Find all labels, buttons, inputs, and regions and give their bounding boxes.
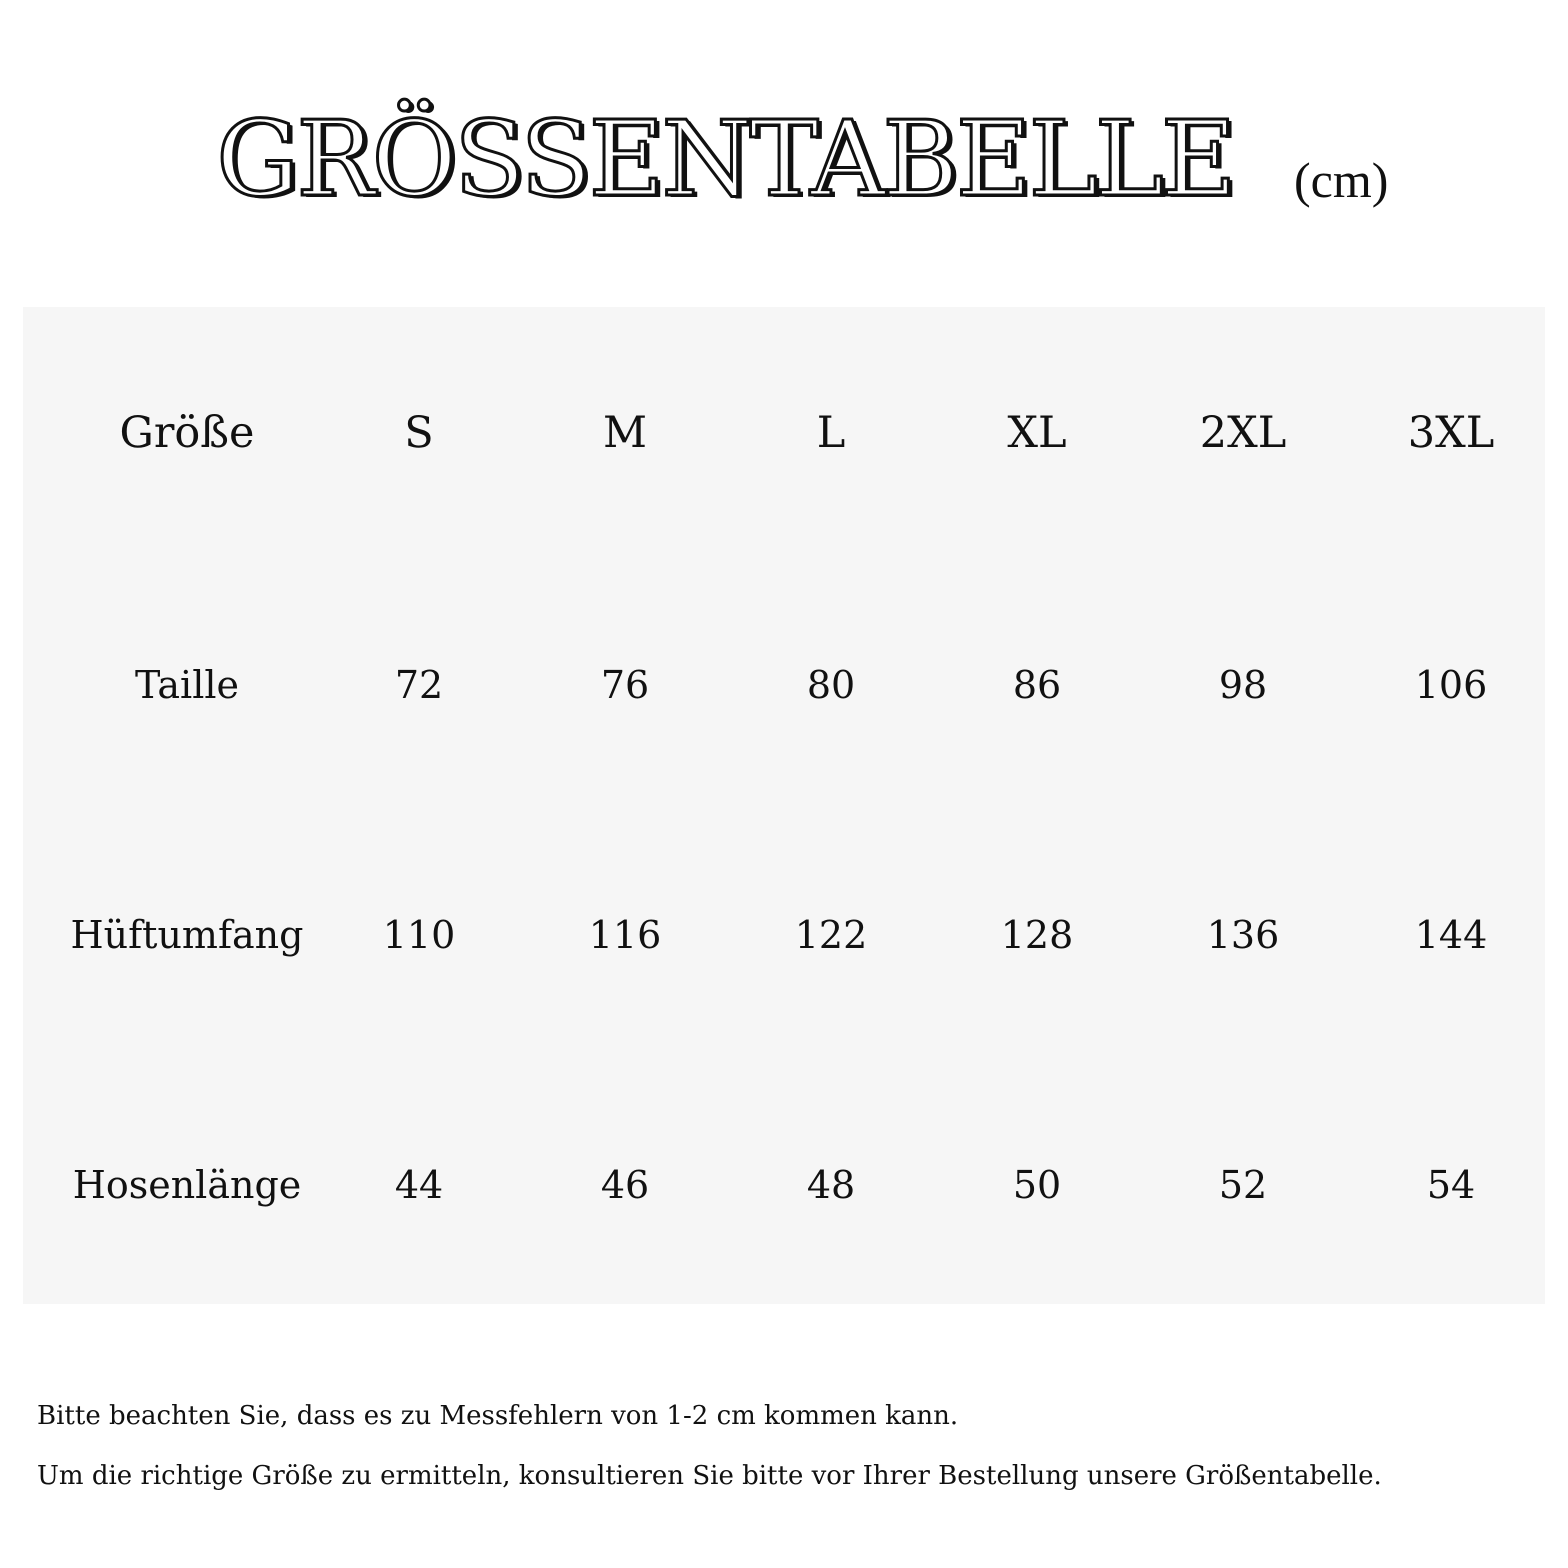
- column-header-l: L: [816, 408, 846, 458]
- table-cell: 144: [1414, 913, 1488, 957]
- table-cell: 48: [806, 1163, 856, 1207]
- table-header-row: [23, 393, 1545, 473]
- row-label: Hosenlänge: [72, 1163, 302, 1207]
- table-cell: 50: [1012, 1163, 1062, 1207]
- size-table: [23, 307, 1545, 1304]
- column-header-m: M: [602, 408, 648, 458]
- table-cell: 46: [600, 1163, 650, 1207]
- column-header-3xl: 3XL: [1407, 408, 1495, 458]
- row-label: Taille: [135, 663, 239, 707]
- table-cell: 106: [1414, 663, 1488, 707]
- table-cell: 54: [1426, 1163, 1476, 1207]
- table-row-hueftumfang: [23, 895, 1545, 975]
- table-cell: 136: [1206, 913, 1280, 957]
- table-row-taille: [23, 645, 1545, 725]
- table-cell: 116: [588, 913, 662, 957]
- title-row: [0, 100, 1568, 230]
- column-header-2xl: 2XL: [1199, 408, 1287, 458]
- table-cell: 52: [1218, 1163, 1268, 1207]
- column-header-xl: XL: [1007, 408, 1067, 458]
- table-cell: 44: [394, 1163, 444, 1207]
- unit-label: (cm): [1294, 152, 1389, 208]
- measurement-note: Bitte beachten Sie, dass es zu Messfehlern von 1-2 cm kommen kann.: [37, 1401, 959, 1431]
- table-cell: 98: [1218, 663, 1268, 707]
- page-title: GRÖSSENTABELLE: [216, 98, 1234, 220]
- table-cell: 76: [600, 663, 650, 707]
- table-cell: 80: [806, 663, 856, 707]
- column-header-size: Größe: [119, 408, 255, 458]
- column-header-s: S: [404, 408, 434, 458]
- row-label: Hüftumfang: [70, 913, 304, 957]
- table-row-hosenlaenge: [23, 1145, 1545, 1225]
- table-cell: 72: [394, 663, 444, 707]
- table-cell: 122: [794, 913, 868, 957]
- table-cell: 86: [1012, 663, 1062, 707]
- size-advice-note: Um die richtige Größe zu ermitteln, konsultieren Sie bitte vor Ihrer Bestellung unsere Größentabelle.: [37, 1461, 1382, 1491]
- table-cell: 110: [382, 913, 456, 957]
- table-cell: 128: [1000, 913, 1074, 957]
